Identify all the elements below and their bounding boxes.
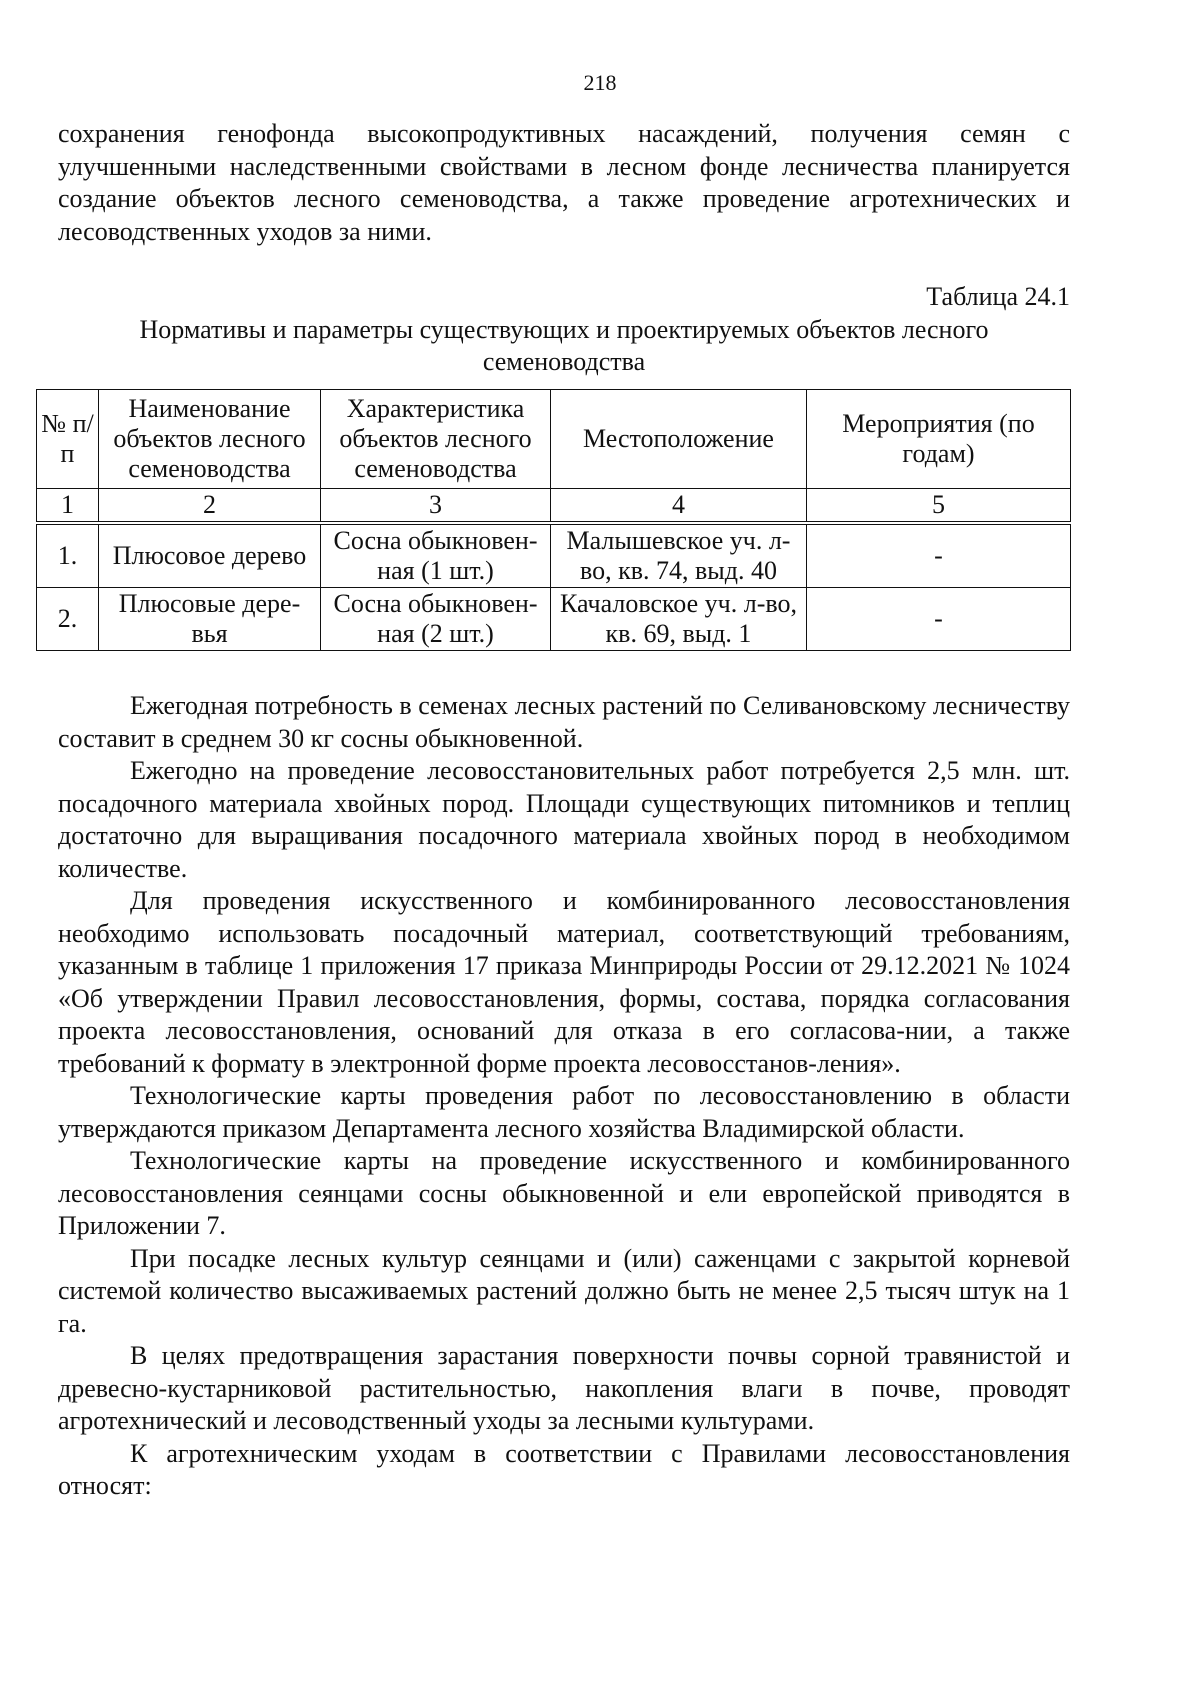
table-row xyxy=(37,588,1071,651)
page-number: 218 xyxy=(583,70,617,95)
table-cell: Плюсовое дерево xyxy=(99,523,321,588)
column-number-cell: 2 xyxy=(99,489,321,524)
table-header-row xyxy=(37,390,1071,489)
table-cell: 1. xyxy=(37,523,99,588)
paragraph: В целях предотвращения зарастания поверхности почвы сорной травянистой и древесно-кустарниковой растительностью, накопления влаги в почве, проводят агротехнический и лесоводственный уходы за лесными культурами. xyxy=(58,1341,1070,1435)
paragraph: К агротехническим уходам в соответствии с Правилами лесовосстановления относят: xyxy=(58,1438,1070,1500)
paragraph: Технологические карты проведения работ по лесовосстановлению в области утверждаются приказом Департамента лесного хозяйства Владимирской области. xyxy=(58,1081,1070,1143)
header-cell-name: Наименование объектов лесного семеноводства xyxy=(99,390,321,489)
column-number-cell: 4 xyxy=(551,489,807,524)
table-label: Таблица 24.1 xyxy=(926,282,1070,311)
table-cell: Сосна обыкновен-ная (2 шт.) xyxy=(321,588,551,651)
body-text xyxy=(58,690,1070,1503)
seed-objects-table xyxy=(36,389,1071,651)
table-cell: - xyxy=(807,588,1071,651)
paragraph: При посадке лесных культур сеянцами и (или) саженцами с закрытой корневой системой количество высаживаемых растений должно быть не менее 2,5 тысяч штук на 1 га. xyxy=(58,1243,1070,1338)
table-cell: 2. xyxy=(37,588,99,651)
table-cell: - xyxy=(807,523,1071,588)
header-cell-measures: Мероприятия (по годам) xyxy=(807,390,1071,489)
table-cell: Сосна обыкновен-ная (1 шт.) xyxy=(321,523,551,588)
intro-paragraph: сохранения генофонда высокопродуктивных насаждений, получения семян с улучшенными наследственными свойствами в лесном фонде лесничества планируется создание объектов лесного семеноводства, а также проведение агротехнических и лесоводственных уходов за ними. xyxy=(58,119,1070,246)
paragraph: Ежегодно на проведение лесовосстановительных работ потребуется 2,5 млн. шт. посадочного материала хвойных пород. Площади существующих питомников и теплиц достаточно для выращивания посадочного материала хвойных пород в необходимом количестве. xyxy=(58,756,1070,883)
column-number-cell: 5 xyxy=(807,489,1071,524)
paragraph: Ежегодная потребность в семенах лесных растений по Селивановскому лесничеству составит в среднем 30 кг сосны обыкновенной. xyxy=(58,691,1070,753)
table-row xyxy=(37,523,1071,588)
paragraph: Технологические карты на проведение искусственного и комбинированного лесовосстановления сеянцами сосны обыкновенной и ели европейской приводятся в Приложении 7. xyxy=(58,1146,1070,1240)
header-cell-number: № п/п xyxy=(37,390,99,489)
table-column-numbers-row xyxy=(37,489,1071,524)
paragraph: Для проведения искусственного и комбинированного лесовосстановления необходимо использовать посадочный материал, соответствующий требованиям, указанным в таблице 1 приложения 17 приказа Минприроды России от 29.12.2021 № 1024 «Об утверждении Правил лесовосстановления, формы, состава, порядка согласования проекта лесовосстановления, оснований для отказа в его согласова-нии, а также требований к формату в электронной форме проекта лесовосстанов-ления». xyxy=(58,886,1070,1078)
header-cell-location: Местоположение xyxy=(551,390,807,489)
column-number-cell: 1 xyxy=(37,489,99,524)
table-title: Нормативы и параметры существующих и проектируемых объектов лесного семеноводства xyxy=(139,315,989,376)
table-cell: Плюсовые дере-вья xyxy=(99,588,321,651)
column-number-cell: 3 xyxy=(321,489,551,524)
header-cell-characteristic: Характеристика объектов лесного семеноводства xyxy=(321,390,551,489)
table-cell: Малышевское уч. л-во, кв. 74, выд. 40 xyxy=(551,523,807,588)
table-cell: Качаловское уч. л-во, кв. 69, выд. 1 xyxy=(551,588,807,651)
